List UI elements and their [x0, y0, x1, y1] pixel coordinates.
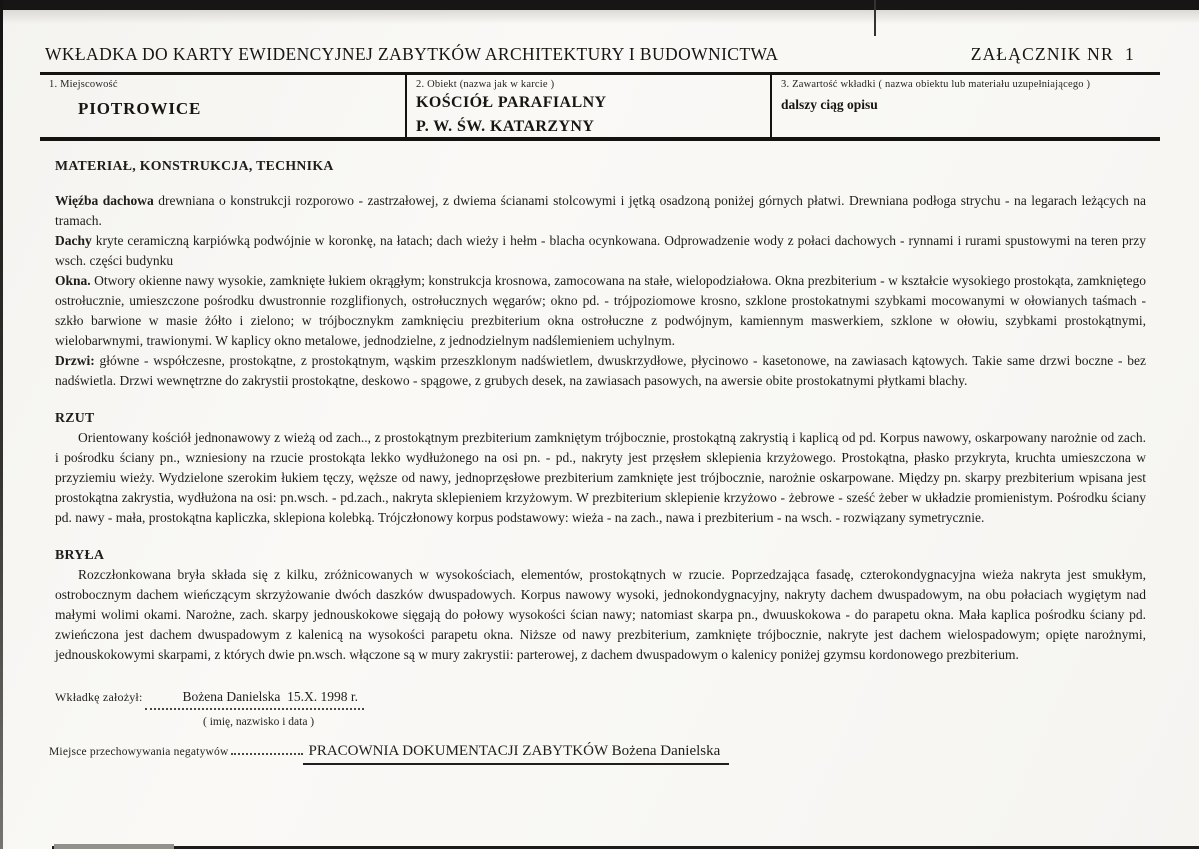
scan-artifact-line: [874, 0, 876, 36]
document-title: WKŁADKA DO KARTY EWIDENCYJNEJ ZABYTKÓW ARCHITEKTURY I BUDOWNICTWA: [45, 44, 779, 64]
founder-label: Wkładkę założył:: [55, 690, 143, 704]
field-zawartosc-label: 3. Zawartość wkładki ( nazwa obiektu lub materiału uzupełniającego ): [781, 79, 1091, 90]
document-header: [45, 44, 1159, 65]
section-heading-rzut: RZUT: [55, 410, 95, 425]
paragraph-wiezba: [55, 191, 1146, 231]
dotted-leader: [231, 742, 303, 755]
paragraph-bryla: Rozczłonkowana bryła składa się z kilku, zróżnicowanych w wysokościach, elementów, prostokątnych w rzucie. Poprzedzająca fasadę, czterokondygnacyjna wieża nakryta jest smukłym, ostrobocznym dachem wieńczącym skrzyżowanie dwóch daszków dwuspadowych. Korpus nawowy wysoki, jednokondygnacyjny, nakryty dachem dwuspadowym, na obu połaciach wygiętym nad małymi wolimi okami. Narożne, zach. skarpy jednouskokowe sięgają do połowy wysokości ścian nawy; natomiast skarpa pn., dwuuskokowa - do parapetu okna. Mała kaplica pośrodku ściany pd. zwieńczona jest dachem dwuspadowym z kalenicą na wysokości parapetu okna. Niższe od nawy prezbiterium, zamknięte trójbocznie, nakryte jest dachem wielospadowym; opięte narożnymi, jednouskokowymi skarpami, z których dwie pn.wsch. włączone są w mury zakrystii: parterowej, z dachem dwuspadowym o kalenicy poniżej gzymsu kordonowego prezbiterium.: [55, 567, 1146, 662]
section-heading-bryla: BRYŁA: [55, 547, 105, 562]
founder-value: Bożena Danielska 15.X. 1998 r.: [145, 687, 364, 710]
founder-hint: ( imię, nazwisko i data ): [203, 716, 315, 728]
id-table: [40, 72, 1160, 141]
field-zawartosc-value: dalszy ciąg opisu: [781, 97, 878, 112]
section-heading-material: MATERIAŁ, KONSTRUKCJA, TECHNIKA: [55, 158, 334, 173]
field-miejscowosc-value: PIOTROWICE: [78, 99, 202, 118]
scan-edge-top: [0, 0, 1199, 10]
paragraph-wiezba-lead: Więźba dachowa: [55, 193, 154, 208]
paragraph-dachy-lead: Dachy: [55, 233, 92, 248]
paragraph-drzwi-lead: Drzwi:: [55, 353, 95, 368]
document-body: [49, 156, 1146, 765]
scan-edge-top-shadow: [0, 10, 1199, 24]
scan-edge-left: [0, 0, 3, 849]
scan-edge-bottom-stub: [54, 844, 174, 849]
negatives-line: [49, 741, 1146, 765]
field-obiekt-value-line1: KOŚCIÓŁ PARAFIALNY: [416, 94, 607, 111]
paragraph-wiezba-text: drewniana o konstrukcji rozporowo - zastrzałowej, z dwiema ścianami stolcowymi i jętką osadzoną poniżej górnych płatwi. Drewniana podłoga strychu - na legarach leżących na tramach.: [55, 193, 1146, 228]
field-miejscowosc: [40, 75, 405, 137]
annex-label: ZAŁĄCZNIK NR 1: [970, 44, 1135, 64]
paragraph-dachy: [55, 231, 1146, 271]
field-zawartosc: [770, 75, 1160, 137]
paragraph-okna: [55, 271, 1146, 351]
paragraph-dachy-text: kryte ceramiczną karpiówką podwójnie w koronkę, na łatach; dach wieży i hełm - blacha ocynkowana. Odprowadzenie wody z połaci dachowych - rynnami i rurami spustowymi na teren przy wsch. części budynku: [55, 233, 1146, 268]
founder-line: [55, 687, 1146, 710]
field-miejscowosc-label: 1. Miejscowość: [49, 79, 118, 90]
paragraph-okna-text: Otwory okienne nawy wysokie, zamknięte łukiem okrągłym; konstrukcja krosnowa, zamocowana na stałe, wielopodziałowa. Okna prezbiterium - w kształcie wysokiego prostokąta, zamkniętego ostrołucznie, umieszczone pośrodku dwustronnie rozglifionych, ostrołucznych węgarów; okno pd. - trójpoziomowe krosno, szklone prostokatnymi szybkami mocowanymi w ołowianych taśmach - szkło barwione w masie żółto i zielono; w trójbocznykm zamknięciu prezbiterium okna ostrołuczne z podwójnym, kamiennym maswerkiem, szklone w ołowiu, szybkami prostokątnymi, wielobarwnymi, trawionymi. W kaplicy okno metalowe, jednodzielne, z jednodzielnym nadślemieniem uchylnym.: [55, 273, 1146, 348]
paragraph-drzwi-text: główne - współczesne, prostokątne, z prostokątnym, wąskim przeszklonym nadświetlem, dwuskrzydłowe, płycinowo - kasetonowe, na zawiasach kątowych. Takie same drzwi boczne - bez nadświetla. Drzwi wewnętrzne do zakrystii prostokątne, deskowo - spągowe, z grubych desek, na zawiasach pasowych, na awersie obite prostokatnymi płytkami blachy.: [55, 353, 1146, 388]
document-footer: [49, 687, 1146, 765]
field-obiekt-label: 2. Obiekt (nazwa jak w karcie ): [416, 79, 555, 90]
field-obiekt: [405, 75, 770, 137]
negatives-value: PRACOWNIA DOKUMENTACJI ZABYTKÓW Bożena Danielska: [303, 741, 729, 765]
paragraph-rzut: Orientowany kościół jednonawowy z wieżą od zach.., z prostokątnym prezbiterium zamkniętym trójbocznie, prostokątną zakrystią i kaplicą od pd. Korpus nawowy, oskarpowany narożnie od zach. i pośrodku ściany pn., wzniesiony na rzucie prostokąta lekko wydłużonego na osi pn. - pd., nakryty jest przęsłem sklepienia krzyżowego. Prostokątna, płasko przykryta, kruchta umieszczona w przyziemiu wieży. Wydzielone szerokim łukiem tęczy, węższe od nawy, jednoprzęsłowe prezbiterium zamknięte jest trójbocznie, narożnie oskarpowane. Między pn. skarpy prezbiterium wpisana jest prostokątna zakrystia, wydłużona na osi: pn.wsch. - pd.zach., nakryta sklepieniem krzyżowym. W prezbiterium sklepienie krzyżowo - żebrowe - sześć żeber w układzie promienistym. Pośrodku ściany pd. nawy - mała, prostokątna kapliczka, sklepiona kolebką. Trójczłonowy korpus podstawowy: wieża - na zach., nawa i prezbiterium - na wsch. - rozwiązany symetrycznie.: [55, 430, 1146, 525]
paragraph-drzwi: [55, 351, 1146, 391]
negatives-label: Miejsce przechowywania negatywów: [49, 746, 229, 758]
paragraph-okna-lead: Okna.: [55, 273, 91, 288]
field-obiekt-value-line2: P. W. ŚW. KATARZYNY: [416, 118, 595, 135]
